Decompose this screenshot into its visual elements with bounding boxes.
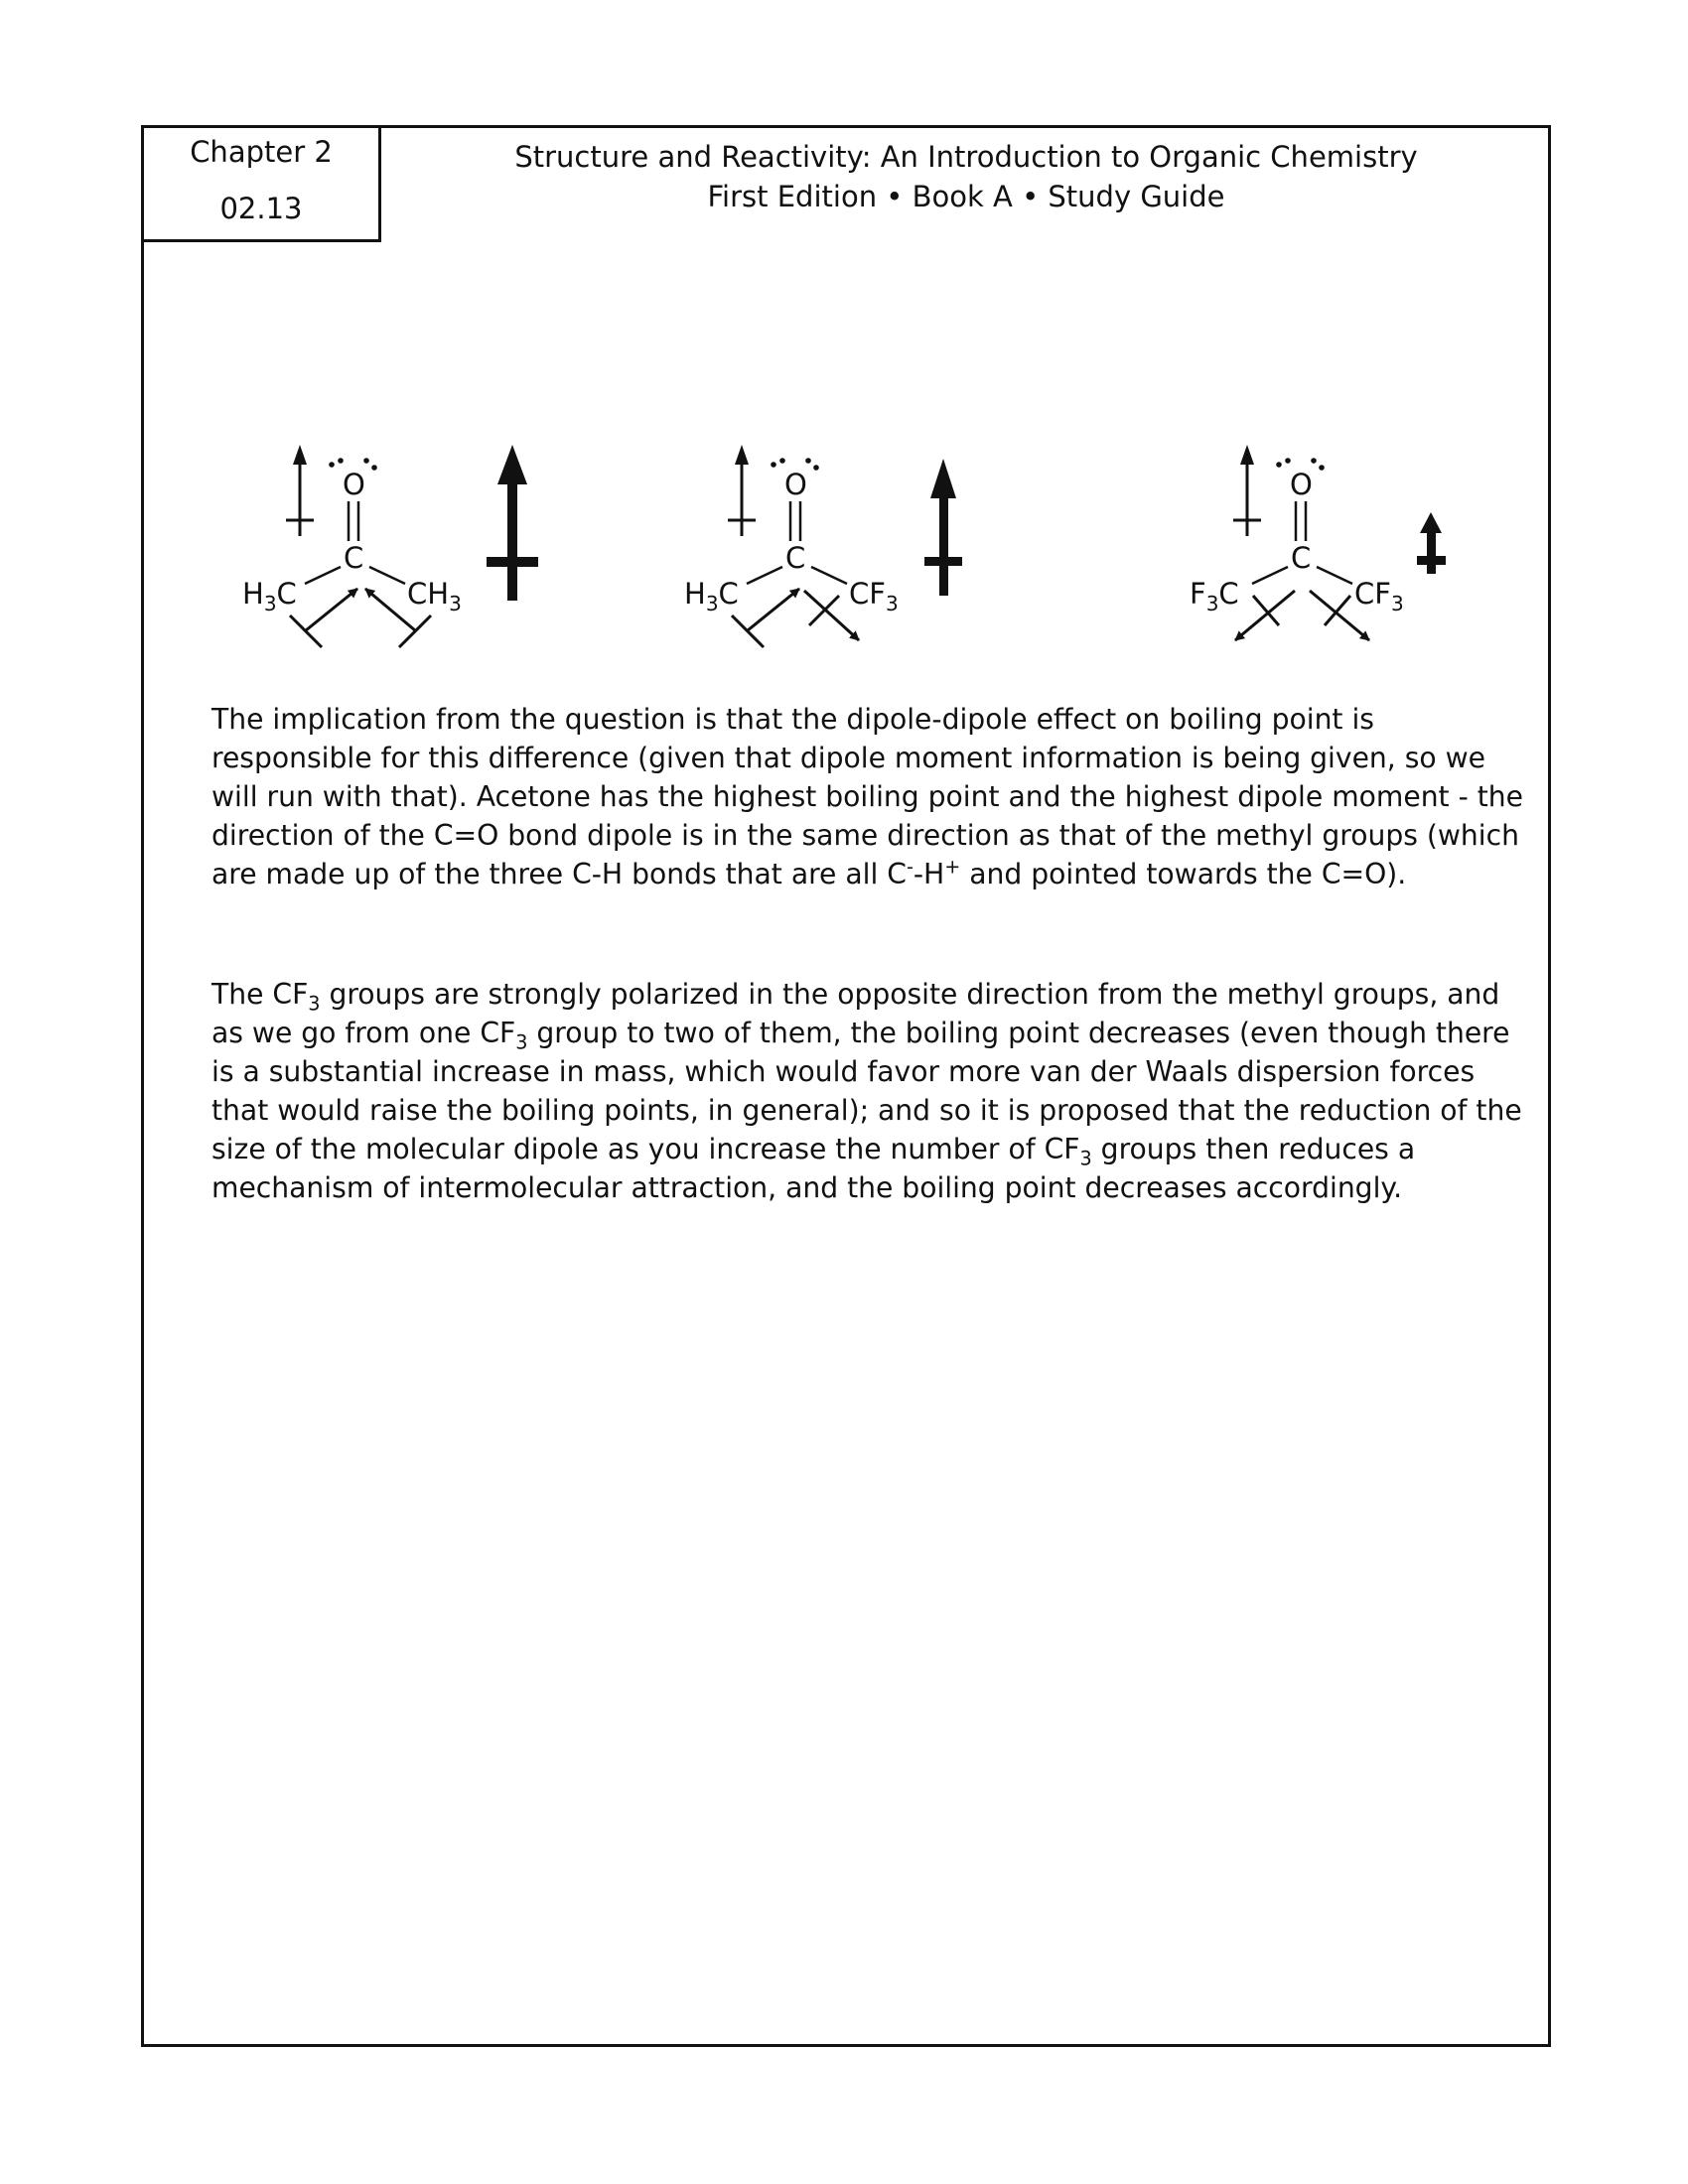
carbonyl-double-bond — [349, 501, 358, 541]
book-title-line1: Structure and Reactivity: An Introduction to Organic Chemistry — [514, 140, 1418, 174]
para2-text-2: groups are strongly polarized in the opposite direction from the methyl groups, and as we go from one CF — [211, 978, 1500, 1049]
molecule-trifluoroacetone — [684, 445, 962, 647]
para1-sup-plus: + — [944, 855, 961, 879]
chapter-label: Chapter 2 — [190, 135, 333, 169]
chapter-box — [141, 125, 381, 242]
left-group-dipole — [732, 589, 799, 647]
carbonyl-oxygen: O — [343, 468, 365, 501]
book-title — [381, 137, 1551, 216]
para1-text-2: -H — [913, 858, 945, 890]
right-group-label: $CF_3$ — [849, 577, 899, 615]
central-carbon: C — [1291, 541, 1312, 575]
book-title-line2: First Edition • Book A • Study Guide — [707, 180, 1225, 213]
right-bond — [1317, 567, 1352, 584]
para2-sub-2: 3 — [515, 1030, 528, 1054]
left-group-label: $H_3C$ — [684, 577, 739, 615]
dipole-figure — [199, 427, 1489, 675]
central-carbon: C — [785, 541, 806, 575]
paragraph-dipole-explanation — [211, 700, 1537, 893]
right-bond — [369, 567, 405, 584]
right-group-label: $CH_3$ — [407, 577, 462, 615]
left-bond — [1252, 567, 1288, 584]
paragraph-cf3-effect — [211, 975, 1537, 1207]
left-group-label: $H_3C$ — [242, 577, 297, 615]
net-dipole-arrow — [487, 445, 538, 601]
left-group-label: $F_3C$ — [1190, 577, 1239, 615]
right-group-label: $CF_3$ — [1354, 577, 1404, 615]
left-group-dipole — [1235, 591, 1295, 640]
para2-text-1: The CF — [211, 978, 309, 1011]
carbonyl-double-bond — [1296, 501, 1306, 541]
left-group-dipole — [290, 589, 357, 647]
carbonyl-dipole-arrow — [728, 445, 756, 536]
carbonyl-double-bond — [790, 501, 800, 541]
para2-text-3: group to two of them, the boiling point decreases (even though there is a substantial increase in mass, which would favor more van der Waals dispersion forces that would raise the boiling points, in general); and so it is proposed that the reduction of the size of the molecular dipole as you increase the number of CF — [211, 1017, 1522, 1165]
para1-text-3: and pointed towards the C=O). — [960, 858, 1407, 890]
carbonyl-dipole-arrow — [286, 445, 314, 536]
right-bond — [811, 567, 847, 584]
para1-sup-minus: - — [906, 855, 914, 879]
para2-sub-3: 3 — [1079, 1147, 1092, 1170]
net-dipole-arrow — [924, 459, 962, 596]
molecule-hexafluoroacetone — [1190, 445, 1446, 640]
left-bond — [305, 567, 341, 584]
para2-sub-1: 3 — [308, 992, 321, 1016]
left-bond — [747, 567, 782, 584]
para1-text-1: The implication from the question is that the dipole-dipole effect on boiling point is responsible for this difference (given that dipole moment information is being given, so we will run with that). Acetone has the highest boiling point and the highest dipole moment - the direction of the C=O bond dipole is in the same direction as that of the methyl groups (which are made up of the three C-H bonds that are all C — [211, 703, 1523, 890]
net-dipole-arrow — [1417, 512, 1446, 574]
para2-text-4: groups then reduces a mechanism of intermolecular attraction, and the boiling point decreases accordingly. — [211, 1133, 1416, 1204]
section-number: 02.13 — [219, 192, 303, 225]
molecule-acetone — [242, 445, 538, 647]
carbonyl-oxygen: O — [1290, 468, 1313, 501]
central-carbon: C — [344, 541, 364, 575]
carbonyl-oxygen: O — [784, 468, 807, 501]
carbonyl-dipole-arrow — [1233, 445, 1261, 536]
